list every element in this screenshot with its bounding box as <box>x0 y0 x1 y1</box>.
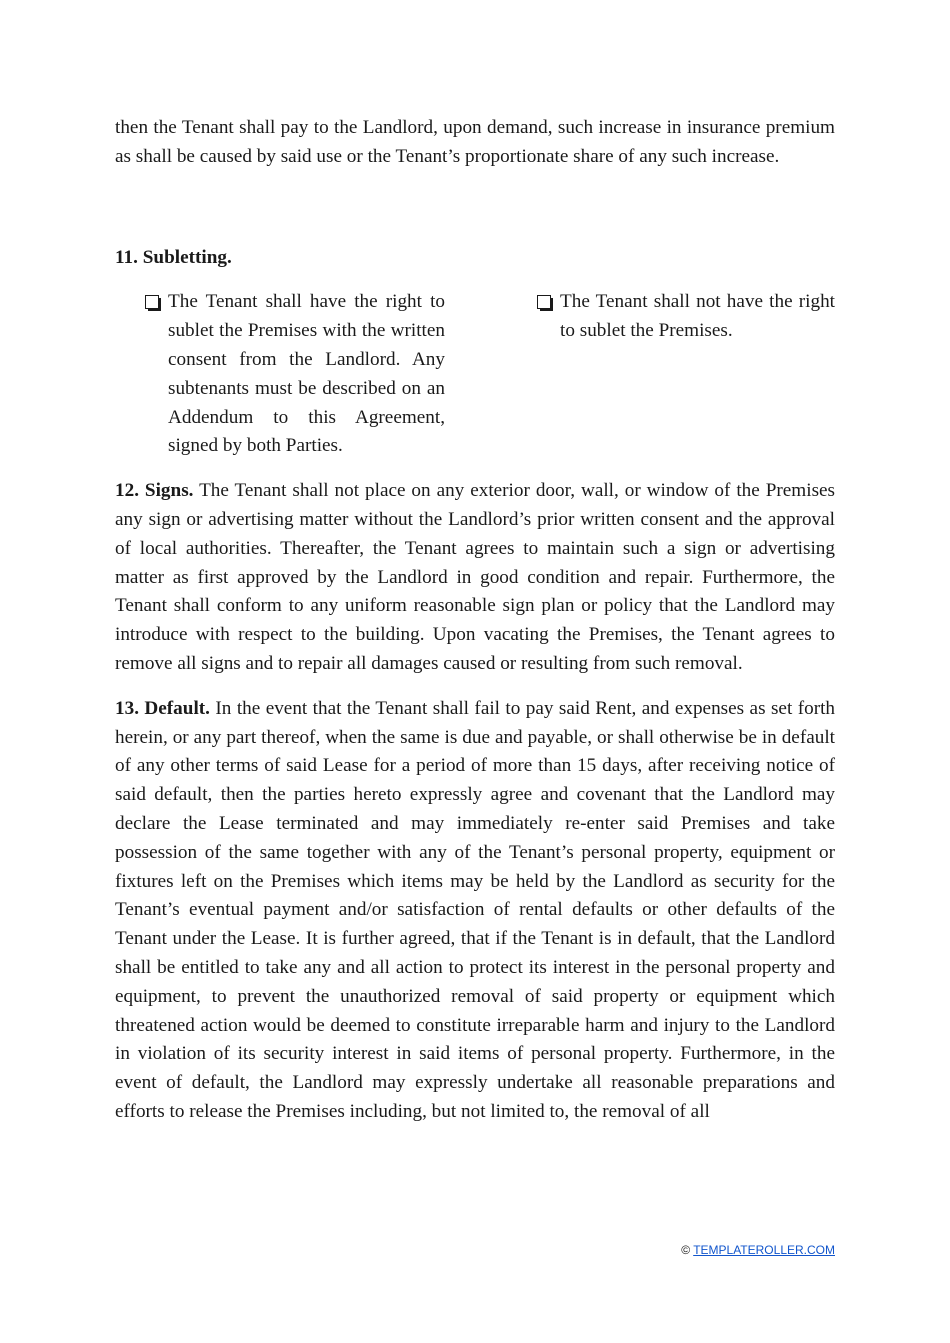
checkbox-icon[interactable] <box>145 295 159 309</box>
footer <box>681 1242 835 1258</box>
sublet-allowed-option[interactable] <box>145 288 445 461</box>
sublet-not-allowed-text: The Tenant shall not have the right to sublet the Premises. <box>560 291 835 342</box>
signs-text: The Tenant shall not place on any exterior door, wall, or window of the Premises any sign or advertising matter without the Landlord’s prior written consent and the approval of local authorities. Thereafter, the Tenant agrees to maintain such a sign or advertising matter as first approved by the Landlord in good condition and repair. Furthermore, the Tenant shall conform to any uniform reasonable sign plan or policy that the Landlord may introduce with respect to the building. Upon vacating the Premises, the Tenant agrees to remove all signs and to repair all damages caused or resulting from such removal. <box>115 480 836 674</box>
sublet-allowed-text: The Tenant shall have the right to sublet the Premises with the written consent from the Landlord. Any subtenants must be described on an Addendum to this Agreement, signed by both Parties. <box>168 291 445 457</box>
default-text: In the event that the Tenant shall fail to pay said Rent, and expenses as set forth herein, or any part thereof, when the same is due and payable, or shall otherwise be in default of any other terms of said Lease for a period of more than 15 days, after receiving notice of said default, then the parties hereto expressly agree and covenant that the Landlord may declare the Lease terminated and may immediately re-enter said Premises and take possession of the same together with any of the Tenant’s personal property, equipment or fixtures left on the Premises which items may be held by the Landlord as security for the Tenant’s eventual payment and/or satisfaction of rental defaults or other defaults of the Tenant under the Lease. It is further agreed, that if the Tenant is in default, that the Landlord shall be entitled to take any and all action to protect its interest in the personal property and equipment, to prevent the unauthorized removal of said property or equipment which threatened action would be deemed to constitute irreparable harm and injury to the Landlord in violation of its security interest in said items of personal property. Furthermore, in the event of default, the Landlord may expressly undertake all reasonable preparations and efforts to release the Premises including, but not limited to, the removal of all <box>115 697 836 1122</box>
document-page <box>115 114 835 1143</box>
default-heading: 13. Default. <box>115 697 210 719</box>
templateroller-link[interactable]: TEMPLATEROLLER.COM <box>693 1243 835 1257</box>
signs-section <box>115 477 835 679</box>
subletting-heading: 11. Subletting. <box>115 246 232 268</box>
signs-heading: 12. Signs. <box>115 480 194 502</box>
copyright-symbol: © <box>681 1243 691 1257</box>
sublet-not-allowed-option[interactable] <box>537 288 835 461</box>
checkbox-icon[interactable] <box>537 295 551 309</box>
subletting-options <box>115 288 835 461</box>
intro-paragraph: then the Tenant shall pay to the Landlord, upon demand, such increase in insurance premium as shall be caused by said use or the Tenant’s proportionate share of any such increase. <box>115 117 835 167</box>
default-section <box>115 695 835 1127</box>
